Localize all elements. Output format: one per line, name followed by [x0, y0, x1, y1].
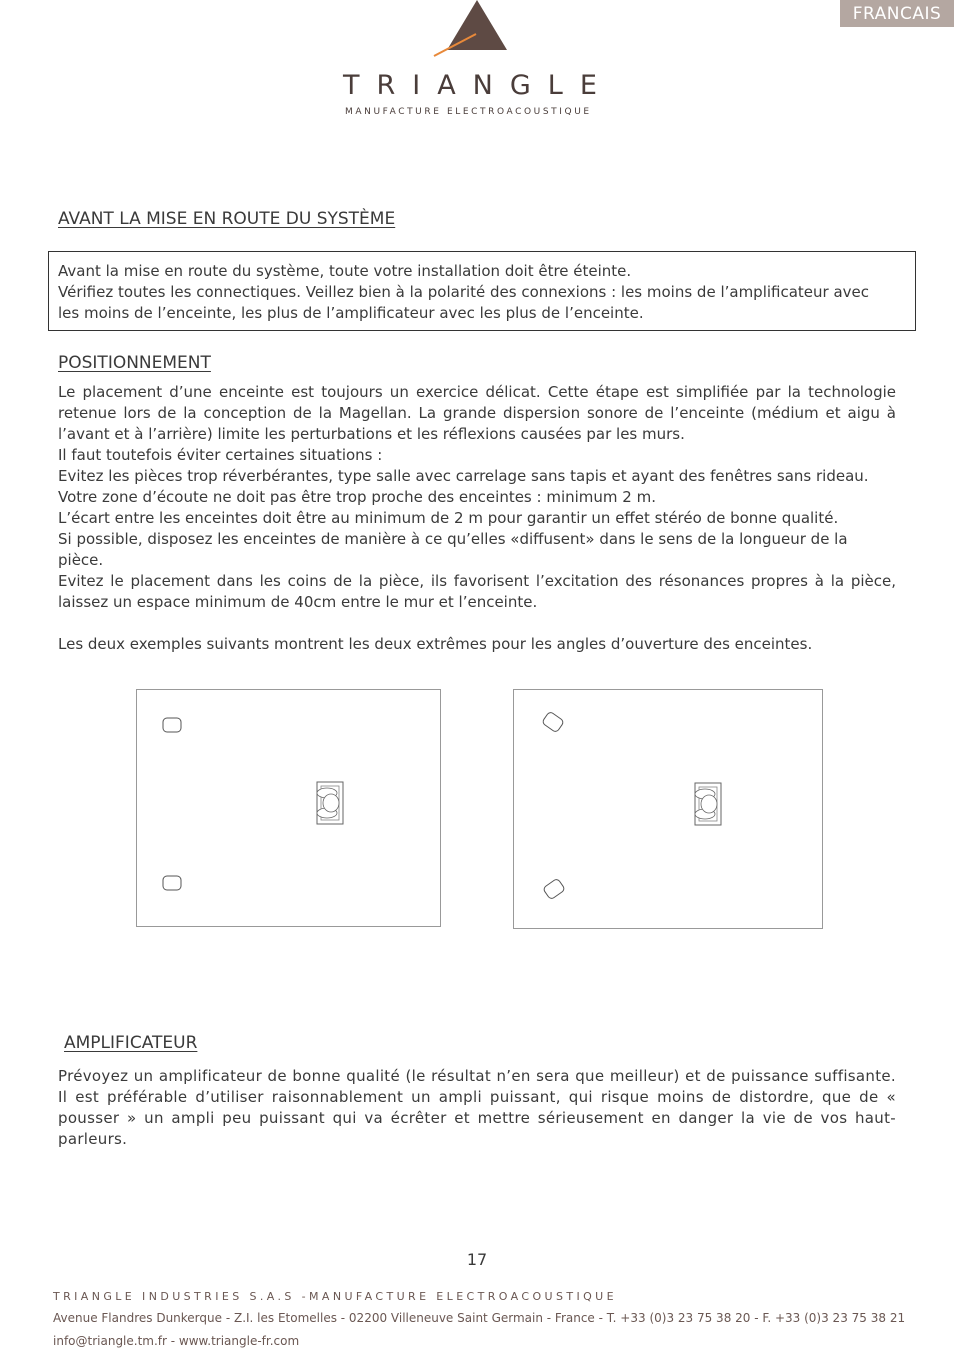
heading-startup: AVANT LA MISE EN ROUTE DU SYSTÈME [58, 209, 396, 229]
speaker-top-icon [163, 718, 181, 732]
footer-address: Avenue Flandres Dunkerque - Z.I. les Etomelles - 02200 Villeneuve Saint Germain - France - T. +33 (0)3 23 75 38 20 - F. +33 (0)3 23 75 38 21 [53, 1311, 906, 1325]
footer-contact: info@triangle.tm.fr - www.triangle-fr.com [53, 1334, 300, 1348]
page-number: 17 [466, 1250, 488, 1269]
positioning-line-3: Votre zone d’écoute ne doit pas être trop proche des enceintes : minimum 2 m. [58, 488, 656, 506]
amplifier-paragraph: Prévoyez un amplificateur de bonne qualité (le résultat n’en sera que meilleur) et de puissance suffisante. Il est préférable d’utiliser raisonnablement un ampli puissant, qui risque moins de distordre, que de « pousser » un ampli peu puissant qui va écrêter et mettre sérieusement en danger la vie de vos haut-parleurs. [58, 1067, 896, 1148]
startup-notice-box [48, 251, 916, 331]
positioning-line-2: Evitez les pièces trop réverbérantes, type salle avec carrelage sans tapis et ayant des fenêtres sans rideau. [58, 467, 869, 485]
amplifier-text [58, 1066, 896, 1150]
footer-company: TRIANGLE INDUSTRIES S.A.S -MANUFACTURE ELECTROACOUSTIQUE [53, 1290, 617, 1303]
listener-armchair-icon [695, 783, 721, 825]
speaker-top-icon [542, 711, 565, 733]
speaker-bottom-icon [163, 876, 181, 890]
positioning-paragraph-2: Evitez le placement dans les coins de la pièce, ils favorisent l’excitation des résonances propres à la pièce, laissez un espace minimum de 40cm entre le mur et l’enceinte. [58, 572, 896, 611]
positioning-text [58, 382, 896, 655]
room-diagram-straight [136, 689, 441, 927]
speaker-bottom-icon [543, 878, 566, 900]
positioning-line-5: Si possible, disposez les enceintes de manière à ce qu’elles «diffusent» dans le sens de la longueur de la pièce. [58, 530, 848, 569]
brand-subtitle: MANUFACTURE ELECTROACOUSTIQUE [345, 107, 592, 117]
room-diagram-angled [513, 689, 823, 929]
startup-line-3: les moins de l’enceinte, les plus de l’amplificateur avec les plus de l’enceinte. [58, 304, 644, 322]
heading-positioning: POSITIONNEMENT [58, 353, 211, 373]
blank-line [58, 613, 896, 634]
startup-line-1: Avant la mise en route du système, toute votre installation doit être éteinte. [58, 262, 632, 280]
positioning-paragraph-3: Les deux exemples suivants montrent les deux extrêmes pour les angles d’ouverture des enceintes. [58, 635, 813, 653]
startup-line-2: Vérifiez toutes les connectiques. Veillez bien à la polarité des connexions : les moins de l’amplificateur avec [58, 283, 870, 301]
heading-amplifier: AMPLIFICATEUR [64, 1033, 198, 1053]
brand-name: TRIANGLE [343, 70, 614, 101]
positioning-line-1: Il faut toutefois éviter certaines situations : [58, 446, 383, 464]
listener-armchair-icon [317, 782, 343, 824]
positioning-paragraph-1: Le placement d’une enceinte est toujours un exercice délicat. Cette étape est simplifiée par la technologie retenue lors de la conception de la Magellan. La grande dispersion sonore de l’enceinte (médium et aigu à l’avant et à l’arrière) limite les perturbations et les réflexions causées par les murs. [58, 383, 896, 443]
positioning-line-4: L’écart entre les enceintes doit être au minimum de 2 m pour garantir un effet stéréo de bonne qualité. [58, 509, 839, 527]
language-tag: FRANCAIS [840, 0, 954, 27]
